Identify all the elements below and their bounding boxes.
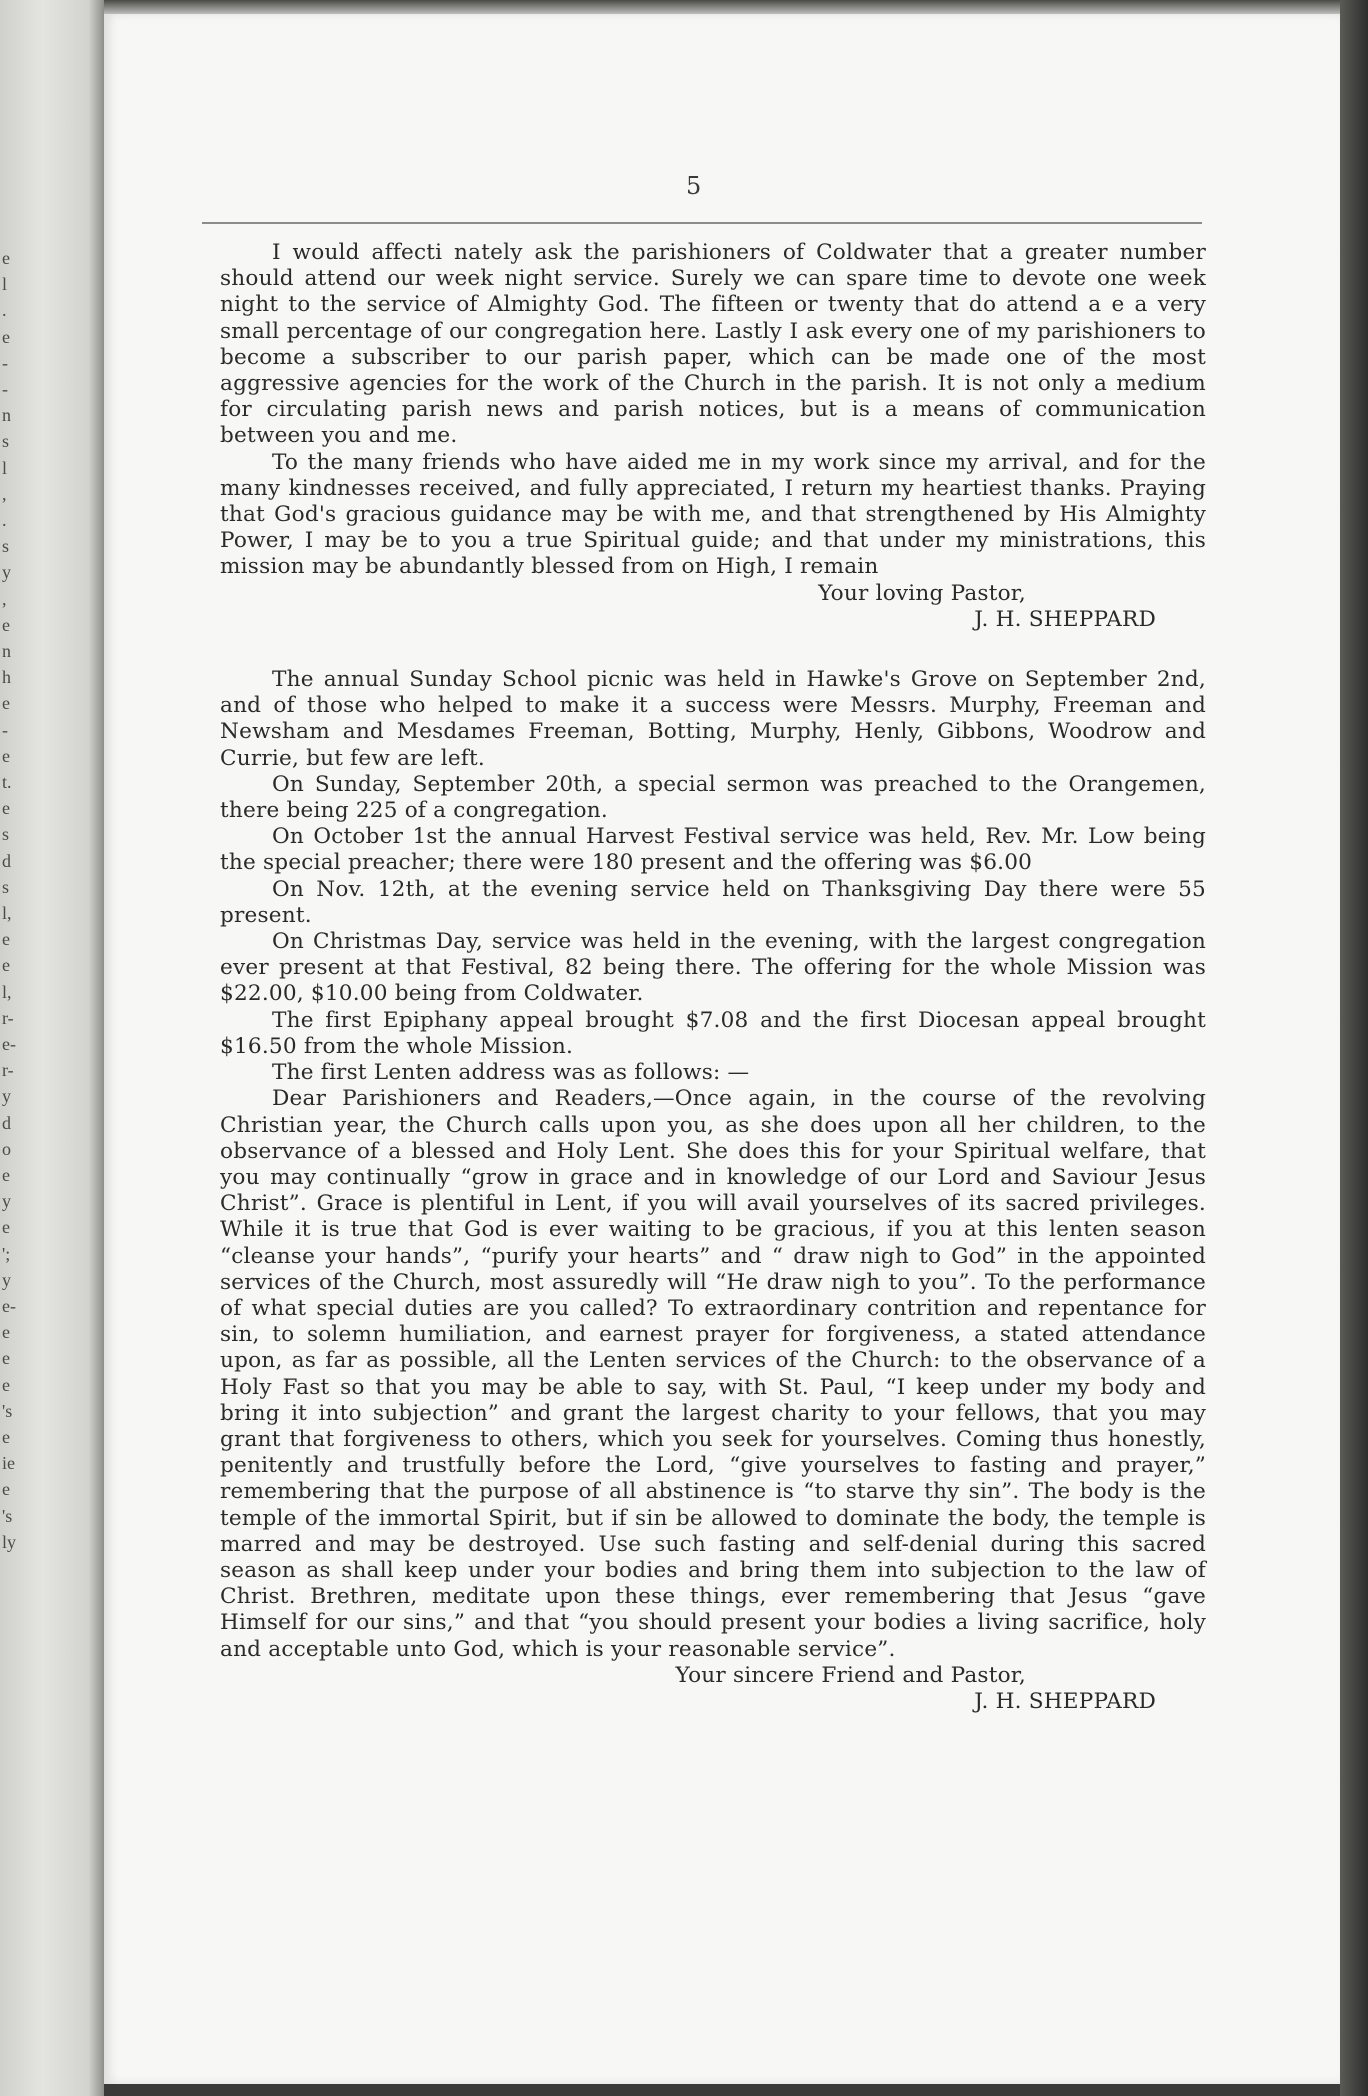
note-thanksgiving: On Nov. 12th, at the evening service held on Thanksgiving Day there were 55 present. [220,876,1206,928]
margin-letter: l, [2,903,12,923]
margin-letter: - [2,379,8,399]
margin-letter: d [2,1112,11,1133]
margin-letter: e [2,1322,10,1343]
margin-letter: s [2,536,10,557]
margin-letter: . [2,300,7,321]
margin-letter: d [2,850,11,871]
margin-letter: y [2,1086,11,1107]
letter-2-closing: Your sincere Friend and Pastor, [675,1662,1026,1688]
margin-letter: l, [2,981,12,1002]
scan-right-edge [1340,0,1368,2096]
margin-letter: r- [2,1060,14,1081]
margin-letter: o [2,1138,11,1159]
margin-letter: 's [2,1400,13,1421]
margin-letter: - [2,352,8,373]
header-rule [202,222,1202,224]
margin-letter: e [2,693,10,714]
scan-top-shadow [104,0,1340,14]
note-harvest-festival: On October 1st the annual Harvest Festival service was held, Rev. Mr. Low being the special preacher; there were 180 present and the offering was $6.00 [220,824,1206,876]
margin-letter: e [2,1217,10,1238]
margin-letter: - [2,719,8,740]
margin-letter: e [2,248,10,268]
margin-letter: y [2,1191,11,1212]
note-lenten-intro: The first Lenten address was as follows: — [272,1060,750,1086]
margin-letter: s [2,876,10,897]
margin-letter: e [2,1165,10,1185]
margin-letter: h [2,667,11,688]
margin-letter: . [2,510,7,530]
margin-letter: e [2,1374,10,1395]
margin-letter: l [2,457,8,478]
margin-letter: e [2,929,10,950]
margin-letter: '; [2,1243,11,1264]
margin-letter: e [2,798,10,819]
note-orangemen-sermon: On Sunday, September 20th, a special sermon was preached to the Orangemen, there being 225 of a congregation. [220,771,1206,824]
margin-letter: t. [2,772,12,792]
letter-1-paragraph-1: I would affecti nately ask the parishioners of Coldwater that a greater number should attend our week night service. Surely we can spare time to devote one week night to the service of Almighty God. The fifteen or twenty that do attend a e a very small percentage of our congregation here. Lastly I ask every one of my parishioners to become a subscriber to our parish paper, which can be made one of the most aggressive agencies for the work of the Church in the parish. It is not only a medium for circulating parish news and parish notices, but is a means of communication between you and me. [220,240,1206,449]
margin-letter: 's [2,1505,13,1526]
margin-letter: e- [2,1034,16,1054]
note-picnic: The annual Sunday School picnic was held in Hawke's Grove on September 2nd, and of those who helped to make it a success were Messrs. Murphy, Freeman and Newsham and Mesdames Freeman, Botting, Murphy, Henly, Gibbons, Woodrow and Currie, but few are left. [220,667,1206,771]
margin-letter: e [2,1348,10,1369]
letter-1-signature: J. H. SHEPPARD [974,606,1156,632]
letter-1-paragraph-2: To the many friends who have aided me in my work since my arrival, and for the many kindnesses received, and fully appreciated, I return my heartiest thanks. Praying that God's gracious guidance may be with me, and that strengthened by His Almighty Power, I may be to you a true Spiritual guide; and that under my ministrations, this mission may be abundantly blessed from on High, I remain [220,449,1206,580]
page-number: 5 [686,172,702,200]
margin-letter: ly [2,1531,17,1552]
margin-letter: e [2,955,10,976]
margin-letter: , [2,588,7,609]
margin-letter: n [2,641,11,661]
margin-letter: e [2,614,10,635]
letter-2-signature: J. H. SHEPPARD [974,1688,1156,1714]
margin-letter: e- [2,1296,16,1316]
margin-letter: s [2,824,10,845]
lenten-address: Dear Parishioners and Readers,—Once again, in the course of the revolving Christian year, the Church calls upon you, as she does upon all her children, to the observance of a blessed and Holy Lent. She does this for your Spiritual welfare, that you may continually “grow in grace and in knowledge of our Lord and Saviour Jesus Christ”. Grace is plentiful in Lent, if you will avail yourselves of its sacred privileges. While it is true that God is ever waiting to be gracious, if you at this lenten season “cleanse your hands”, “purify your hearts” and “ draw nigh to God” in the appointed services of the Church, most assuredly will “He draw nigh to you”. To the performance of what special duties are you called? To extraordinary contrition and repentance for sin, to solemn humiliation, and earnest prayer for forgiveness, a stated attendance upon, as far as possible, all the Lenten services of the Church: to the observance of a Holy Fast so that you may be able to say, with St. Paul, “I keep under my body and bring it into subjection” and grant the largest charity to your fellows, that you may grant that forgiveness to others, which you seek for yourselves. Coming thus honestly, penitently and trustfully before the Lord, “give yourselves to fasting and prayer,” remembering that the purpose of all abstinence is “to starve thy sin”. The body is the temple of the immortal Spirit, but if sin be allowed to dominate the body, the temple is marred and may be destroyed. Use such fasting and self-denial during this sacred season as shall keep under your bodies and bring them into subjection to the law of Christ. Brethren, meditate upon these things, ever remembering that Jesus “gave Himself for our sins,” and that “you should present your bodies a living sacrifice, holy and acceptable unto God, which is your reasonable service”. [220,1086,1206,1662]
margin-letter: e [2,745,10,766]
note-epiphany-appeal: The first Epiphany appeal brought $7.08 and the first Diocesan appeal brought $16.50 from the whole Mission. [220,1007,1206,1059]
margin-letter: r- [2,1007,14,1028]
letter-1-closing: Your loving Pastor, [818,580,1026,606]
margin-letter: ie [2,1453,15,1474]
adjacent-page-margin-text [0,0,22,2096]
margin-letter: l [2,274,8,295]
margin-letter: y [2,562,11,583]
page-body [220,240,1206,1715]
section-gap [220,633,1206,667]
margin-letter: e [2,1427,10,1447]
margin-letter: n [2,405,11,426]
margin-letter: e [2,326,10,347]
margin-letter: s [2,431,10,452]
margin-letter: , [2,483,7,504]
margin-letter: y [2,1269,11,1290]
note-christmas: On Christmas Day, service was held in the evening, with the largest congregation ever present at that Festival, 82 being there. The offering for the whole Mission was $22.00, $10.00 being from Coldwater. [220,929,1206,1007]
margin-letter: e [2,1479,10,1500]
